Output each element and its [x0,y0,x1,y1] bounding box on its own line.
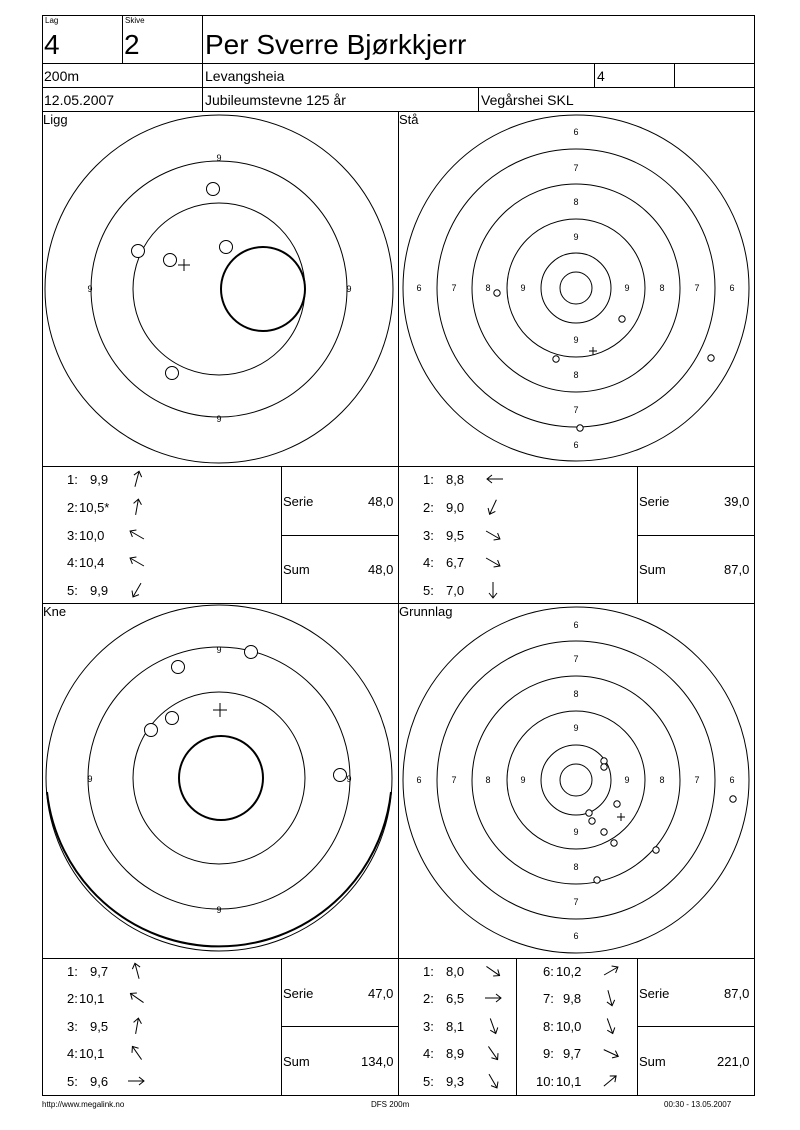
grunnlag-ring-number: 9 [573,723,579,733]
ligg-shot-hole [220,241,233,254]
shot-number: 4: [67,555,78,570]
grunnlag-ring-number: 8 [573,689,579,699]
ligg-center-mark [178,259,190,271]
staa-serie-label: Serie [639,494,670,509]
kne-ring-number-left: 9 [87,774,93,784]
kne-serie-value: 47,0 [368,986,394,1001]
staa-ring-number: 8 [659,283,665,293]
direction-arrow-icon [484,470,506,488]
grunnlag-shot-hole [614,801,620,807]
staa-sum-value: 87,0 [724,562,750,577]
direction-arrow-icon [128,1044,146,1062]
shot-score: 8,8 [446,472,465,487]
ligg-shot-hole [166,367,179,380]
direction-arrow-icon [128,470,146,488]
shot-score: 10,1 [79,1046,105,1061]
ligg-ring-number-right: 9 [346,284,352,294]
ligg-serie-value: 48,0 [368,494,394,509]
direction-arrow-icon [484,962,502,980]
kne-shot-hole [245,646,258,659]
shot-number: 3: [67,528,78,543]
direction-arrow-icon [128,962,146,980]
shot-number: 1: [423,472,434,487]
ligg-ring-number-bottom: 9 [216,414,222,424]
direction-arrow-icon [601,1017,619,1035]
shot-number: 2: [423,500,434,515]
lag-label: Lag [45,16,59,25]
direction-arrow-icon [484,553,502,571]
shot-score: 9,8 [563,991,582,1006]
staa-serie-value: 39,0 [724,494,750,509]
direction-arrow-icon [128,526,146,544]
staa-ring-number: 9 [624,283,630,293]
shot-score: 10,5* [79,500,110,515]
kne-sum-value: 134,0 [361,1054,394,1069]
venue: Levangsheia [205,68,285,84]
shot-number: 4: [423,555,434,570]
direction-arrow-icon [484,498,502,516]
grunnlag-ring-number: 8 [659,775,665,785]
staa-shot-hole [494,290,500,296]
shot-score: 9,3 [446,1074,465,1089]
staa-sum-label: Sum [639,562,666,577]
staa-ring-number: 7 [694,283,700,293]
shot-score: 9,7 [90,964,109,979]
shot-number: 8: [543,1019,554,1034]
direction-arrow-icon [484,1017,502,1035]
date: 12.05.2007 [44,92,115,108]
shooter-name: Per Sverre Bjørkkjerr [205,29,467,60]
kne-ring-number-top: 9 [216,645,222,655]
club-name: Vegårshei SKL [481,92,574,108]
shot-number: 2: [67,500,78,515]
shot-number: 3: [67,1019,78,1034]
shot-number: 5: [423,1074,434,1089]
grunnlag-ring-number: 8 [573,862,579,872]
grunnlag-ring-number: 9 [624,775,630,785]
direction-arrow-icon [484,1072,502,1090]
direction-arrow-icon [128,553,146,571]
shot-score: 10,0 [79,528,105,543]
ligg-ring-number-left: 9 [87,284,93,294]
staa-ring-number: 6 [573,127,579,137]
ligg-ring-mid [91,161,347,417]
shot-score: 10,1 [556,1074,582,1089]
direction-arrow-icon [124,1072,148,1090]
direction-arrow-icon [128,1017,146,1035]
shot-score: 9,0 [446,500,465,515]
shot-number: 3: [423,528,434,543]
kne-ring-number-right: 9 [346,774,352,784]
footer-program: DFS 200m [371,1100,410,1109]
staa-shot-hole [619,316,625,322]
direction-arrow-icon [484,526,502,544]
staa-ring-number: 7 [451,283,457,293]
grunnlag-shot-hole [586,810,592,816]
kne-label: Kne [43,604,67,619]
shot-score: 10,1 [79,991,105,1006]
ligg-bullseye [221,247,305,331]
kne-ring-number-bottom: 9 [216,905,222,915]
grunnlag-ring-number: 7 [573,654,579,664]
direction-arrow-icon [601,989,619,1007]
kne-shot-hole [145,724,158,737]
shot-score: 9,6 [90,1074,109,1089]
ligg-sum-value: 48,0 [368,562,394,577]
shot-number: 9: [543,1046,554,1061]
staa-ring-number: 9 [573,232,579,242]
ligg-shot-hole [164,254,177,267]
grunnlag-ring-number: 7 [573,897,579,907]
shot-number: 1: [67,964,78,979]
shot-number: 1: [67,472,78,487]
skive-value: 2 [124,29,140,60]
ligg-ring-number-top: 9 [216,153,222,163]
shot-score: 8,1 [446,1019,465,1034]
direction-arrow-icon [484,1044,502,1062]
shot-score: 6,5 [446,991,465,1006]
kne-shot-hole [334,769,347,782]
grunnlag-ring-number: 7 [451,775,457,785]
grunnlag-ring-number: 8 [485,775,491,785]
direction-arrow-icon [128,581,146,599]
direction-arrow-icon [601,962,621,980]
staa-ring-number: 8 [485,283,491,293]
grunnlag-ring-number: 6 [573,620,579,630]
shot-number: 4: [423,1046,434,1061]
shot-number: 1: [423,964,434,979]
shot-number: 3: [423,1019,434,1034]
grunnlag-target [399,604,754,958]
kne-center-mark [213,703,227,717]
staa-ring-number: 8 [573,197,579,207]
shot-score: 10,4 [79,555,105,570]
grunnlag-center-mark [617,813,625,821]
footer-printed: 00:30 - 13.05.2007 [664,1100,732,1109]
event-name: Jubileumstevne 125 år [205,92,346,108]
footer-url: http://www.megalink.no [42,1100,125,1109]
grunnlag-ring-number: 7 [694,775,700,785]
kne-serie-label: Serie [283,986,314,1001]
grunnlag-ring-number: 6 [573,931,579,941]
grunnlag-shot-hole [611,840,617,846]
grunnlag-shot-hole [653,847,659,853]
kne-shot-hole [172,661,185,674]
direction-arrow-icon [484,581,502,599]
staa-ring-number: 6 [573,440,579,450]
kne-target [43,604,398,958]
direction-arrow-icon [128,989,146,1007]
staa-label: Stå [399,112,419,127]
ligg-sum-label: Sum [283,562,310,577]
shot-number: 2: [67,991,78,1006]
shot-score: 8,9 [446,1046,465,1061]
staa-ring-number: 9 [520,283,526,293]
staa-ring-number: 9 [573,335,579,345]
staa-ring-number: 8 [573,370,579,380]
ligg-label: Ligg [43,112,68,127]
grunnlag-shot-hole [601,829,607,835]
direction-arrow-icon [481,989,505,1007]
grunnlag-shot-hole [589,818,595,824]
shot-number: 5: [67,1074,78,1089]
staa-shot-hole [708,355,714,361]
shot-number: 5: [423,583,434,598]
grunnlag-shot-hole [594,877,600,883]
shot-score: 9,5 [90,1019,109,1034]
grunnlag-serie-label: Serie [639,986,670,1001]
ligg-shot-hole [132,245,145,258]
shot-score: 7,0 [446,583,465,598]
staa-ring-number: 7 [573,163,579,173]
grunnlag-ring-number: 6 [729,775,735,785]
shot-score: 8,0 [446,964,465,979]
grunnlag-serie-value: 87,0 [724,986,750,1001]
shot-number: 6: [543,964,554,979]
shot-number: 7: [543,991,554,1006]
skive-label: Skive [125,16,145,25]
kne-shot-hole [166,712,179,725]
grunnlag-shot-hole [730,796,736,802]
grunnlag-ring-number: 9 [520,775,526,785]
shot-score: 10,2 [556,964,582,979]
grunnlag-shot-hole [601,764,607,770]
shot-score: 9,9 [90,472,109,487]
staa-ring-number: 6 [729,283,735,293]
ligg-shot-hole [207,183,220,196]
shot-number: 4: [67,1046,78,1061]
direction-arrow-icon [601,1044,621,1062]
grunnlag-ring-number: 6 [416,775,422,785]
staa-shot-hole [553,356,559,362]
ligg-ring-outer [43,112,393,463]
ligg-target [43,112,398,466]
kne-sum-label: Sum [283,1054,310,1069]
shot-score: 9,9 [90,583,109,598]
grunnlag-sum-label: Sum [639,1054,666,1069]
grunnlag-shot-hole [601,758,607,764]
shot-score: 10,0 [556,1019,582,1034]
shot-score: 9,5 [446,528,465,543]
staa-target [399,112,754,466]
ligg-serie-label: Serie [283,494,314,509]
shot-number: 5: [67,583,78,598]
grunnlag-ring-number: 9 [573,827,579,837]
distance: 200m [44,68,80,84]
direction-arrow-icon [128,498,146,516]
direction-arrow-icon [601,1072,619,1090]
kne-bullseye [179,736,263,820]
staa-ring-number: 7 [573,405,579,415]
shot-score: 6,7 [446,555,465,570]
staa-shot-hole [577,425,583,431]
class-value: 4 [597,68,605,84]
shot-number: 2: [423,991,434,1006]
grunnlag-sum-value: 221,0 [717,1054,750,1069]
shot-number: 10: [536,1074,555,1089]
lag-value: 4 [44,29,60,60]
shot-score: 9,7 [563,1046,582,1061]
staa-ring-number: 6 [416,283,422,293]
grunnlag-label: Grunnlag [399,604,453,619]
